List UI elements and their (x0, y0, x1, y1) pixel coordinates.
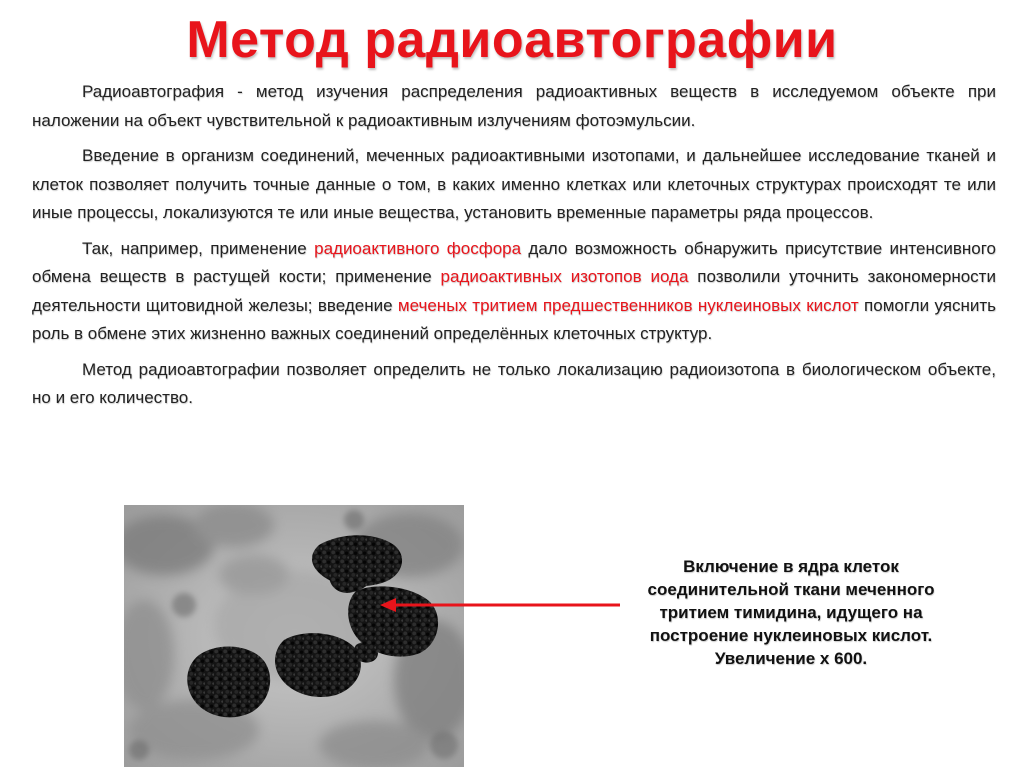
caption-line: Включение в ядра клеток (683, 557, 899, 576)
paragraph-examples-text-1: Так, например, применение (82, 238, 315, 258)
highlight-tritium-precursors: меченых тритием предшественников нуклеиновых кислот (397, 295, 859, 315)
paragraph-conclusion: Метод радиоавтографии позволяет определить не только локализацию радиоизотопа в биологическом объекте, но и его количество. (32, 359, 996, 407)
micrograph-caption (606, 555, 976, 670)
caption-line: построение нуклеиновых кислот. (649, 626, 933, 645)
autoradiograph-micrograph (124, 505, 464, 767)
paragraph-examples (32, 235, 996, 349)
caption-line: тритием тимидина, идущего на (659, 603, 923, 622)
paragraph-examples-text-4: помогли уяснить роль в обмене этих жизненно важных соединений определённых клеточных структур. (32, 295, 996, 343)
micrograph-image (124, 505, 464, 767)
paragraph-examples-text-3: позволили уточнить закономерности деятельности щитовидной железы; введение (32, 267, 996, 315)
highlight-radioactive-phosphorus: радиоактивного фосфора (314, 238, 522, 258)
body-text (32, 78, 996, 420)
pointer-arrow-icon (380, 597, 620, 613)
slide-title: Метод радиоавтографии (186, 11, 838, 69)
highlight-iodine-isotopes: радиоактивных изотопов иода (440, 267, 689, 286)
paragraph-examples-text-2: дало возможность обнаружить присутствие интенсивного обмена веществ в растущей кости; применение (32, 238, 996, 286)
paragraph-definition: Радиоавтография - метод изучения распределения радиоактивных веществ в исследуемом объекте при наложении на объект чувствительной к радиоактивным излучениям фотоэмульсии. (32, 82, 996, 130)
caption-line: Увеличение х 600. (714, 649, 868, 668)
paragraph-introduction: Введение в организм соединений, меченных радиоактивными изотопами, и дальнейшее исследование тканей и клеток позволяет получить точные данные о том, в каких именно клетках или клеточных структурах происходят те или иные процессы, локализуются те или иные вещества, установить временные параметры ряда процессов. (32, 146, 996, 222)
caption-line: соединительной ткани меченного (647, 580, 935, 599)
